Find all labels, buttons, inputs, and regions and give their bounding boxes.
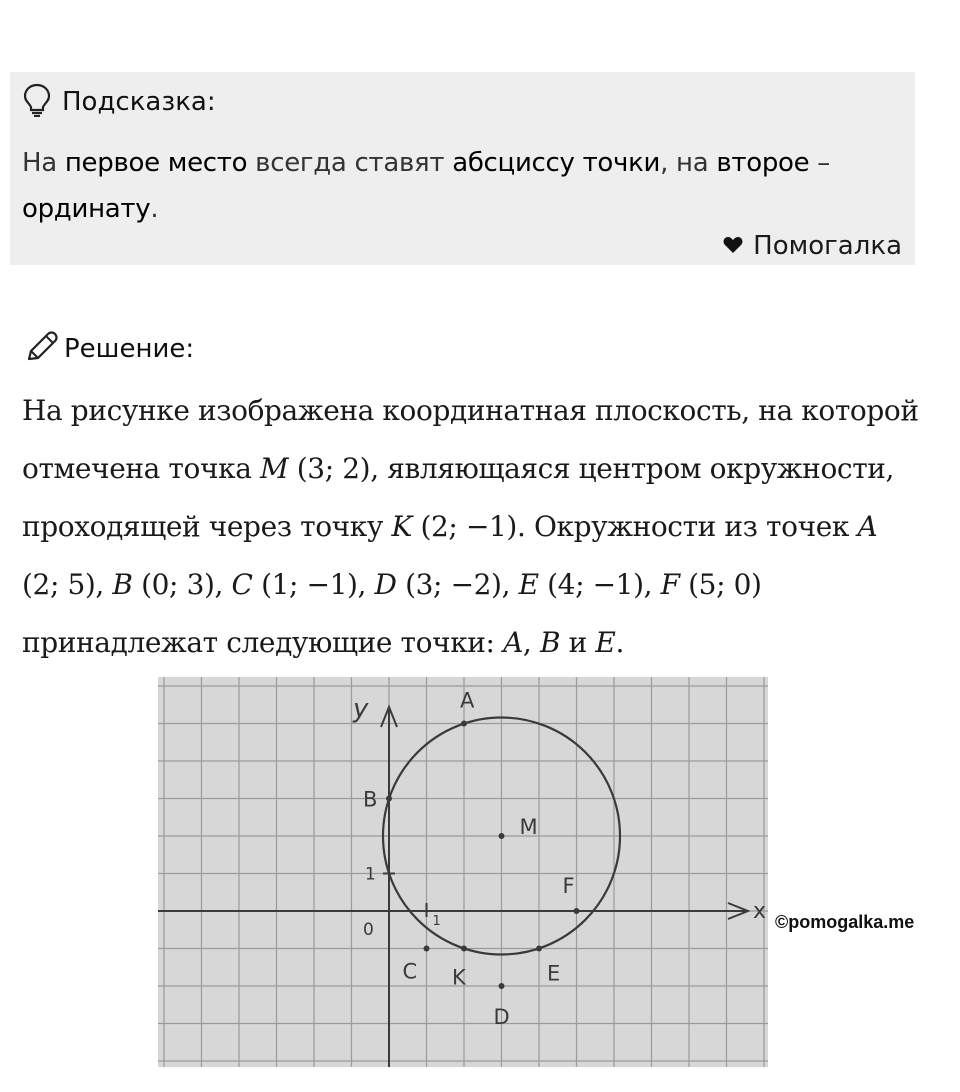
solution-fragment: , [522, 626, 540, 659]
solution-fragment: (1; −1), [252, 568, 375, 601]
origin-label: 0 [363, 920, 374, 940]
hint-emphasis: абсциссу точки [452, 148, 661, 178]
hint-fragment: На [22, 148, 65, 178]
point-e [536, 946, 542, 952]
point-label-c: C [402, 959, 418, 984]
hint-emphasis: ординату [22, 194, 151, 224]
hint-title: Подсказка: [62, 87, 216, 117]
math-variable: B [539, 626, 561, 659]
solution-fragment: (2; −1). Окружности из точек [411, 510, 858, 543]
heart-icon [723, 231, 743, 261]
solution-fragment: (3; −2), [396, 568, 519, 601]
point-c [424, 946, 430, 952]
point-d [499, 983, 505, 989]
point-b [386, 796, 392, 802]
solution-fragment: и [560, 626, 596, 659]
math-variable: B [112, 568, 133, 601]
math-variable: E [595, 626, 616, 659]
math-variable: K [391, 510, 412, 543]
solution-fragment: (0; 3), [132, 568, 232, 601]
solution-fragment: . [615, 626, 624, 659]
hint-header [22, 84, 216, 120]
credit-label: Помогалка [753, 231, 902, 261]
math-variable: A [503, 626, 523, 659]
coordinate-plane-photo [158, 677, 768, 1067]
solution-title: Решение: [64, 334, 195, 364]
solution-fragment: (3; 2), являющаяся центром окружности, проходящей через точку [22, 452, 895, 543]
point-label-k: K [452, 965, 466, 990]
math-variable: E [518, 568, 539, 601]
x-unit-label: 1 [432, 914, 441, 929]
solution-header [24, 330, 194, 368]
lightbulb-icon [22, 83, 52, 121]
y-unit-label: 1 [365, 864, 376, 885]
math-variable: C [231, 568, 253, 601]
math-variable: A [857, 510, 878, 543]
solution-fragment: (5; 0) принадлежат следующие точки: [22, 568, 762, 659]
solution-text [22, 382, 922, 672]
point-label-d: D [493, 1005, 510, 1029]
point-label-b: B [363, 787, 378, 812]
solution-fragment: (2; 5), [22, 568, 113, 601]
x-axis-label: x [753, 899, 767, 924]
watermark: ©pomogalka.me [775, 912, 915, 932]
paper-background [158, 677, 768, 1067]
point-f [574, 908, 580, 914]
math-variable: F [660, 568, 680, 601]
credit [723, 228, 902, 264]
point-a [461, 721, 467, 727]
math-variable: M [260, 452, 289, 485]
solution-fragment: На рисунке изображена координатная плоскость, на которой отмечена точка [22, 394, 919, 485]
hint-text [22, 140, 902, 232]
point-label-m: M [519, 815, 538, 839]
hint-fragment: всегда ставят [247, 148, 453, 178]
y-axis-label: y [353, 694, 369, 724]
solution-fragment: (4; −1), [538, 568, 661, 601]
pencil-icon [24, 330, 58, 368]
hint-fragment: . [150, 194, 159, 224]
point-label-f: F [562, 874, 575, 898]
hint-fragment: – [809, 148, 830, 178]
math-variable: D [374, 568, 397, 601]
point-label-a: A [460, 688, 475, 713]
point-m [499, 833, 505, 839]
hint-fragment: , на [660, 148, 717, 178]
point-label-e: E [547, 961, 561, 986]
hint-emphasis: первое место [64, 148, 248, 178]
point-k [461, 946, 467, 952]
hint-emphasis: второе [716, 148, 810, 178]
